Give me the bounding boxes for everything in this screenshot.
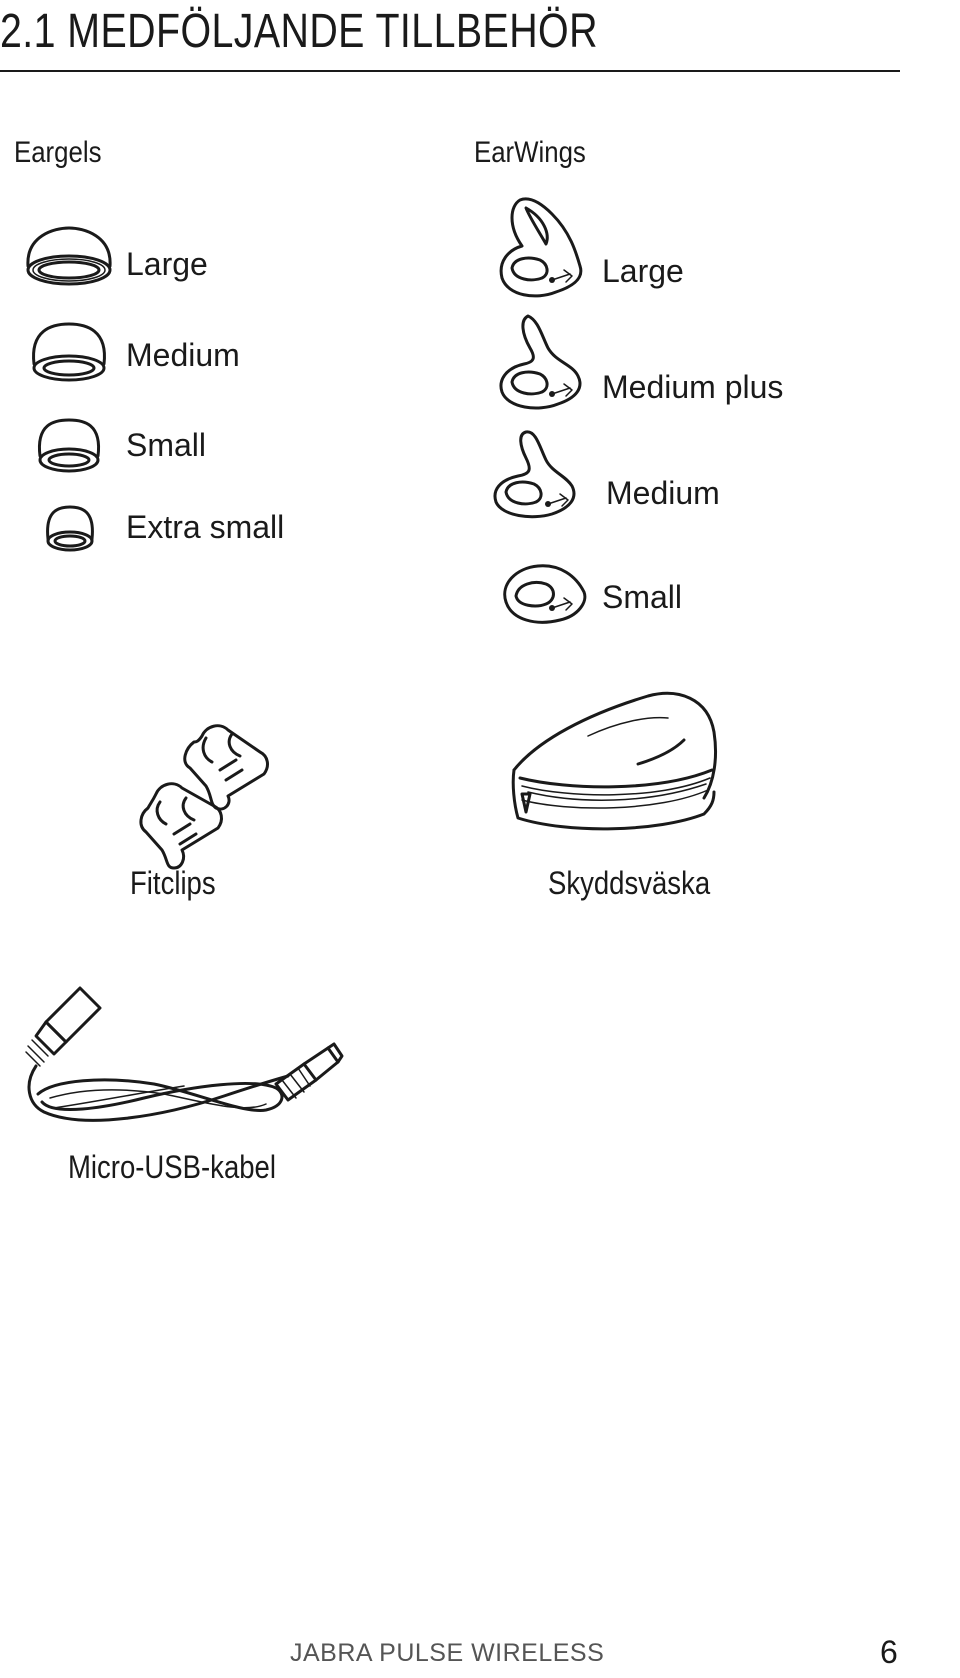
carrying-case-illustration-icon [508,688,720,834]
eargel-label: Large [126,246,208,282]
eargel-large-icon [24,226,114,288]
title-divider [0,70,900,72]
eargels-title: Eargels [14,136,102,169]
earwing-large-icon [496,196,588,304]
earwing-label: Medium [606,475,720,511]
page-title: 2.1 MEDFÖLJANDE TILLBEHÖR [0,5,598,58]
eargel-label: Medium [126,337,240,373]
earwings-title: EarWings [474,136,586,169]
eargel-extra-small-icon [44,505,96,553]
eargel-medium-icon [30,322,108,384]
page-number: 6 [880,1634,898,1670]
fitclips-illustration-icon [136,718,276,868]
earwing-label: Medium plus [602,369,784,405]
earwing-label: Small [602,579,683,615]
eargel-label: Small [126,427,207,463]
case-caption: Skyddsväska [548,865,711,901]
earwing-medium-icon [490,428,580,524]
footer-brand: JABRA PULSE WIRELESS [290,1639,605,1667]
fitclips-caption: Fitclips [130,865,216,901]
usb-cable-illustration-icon [14,984,344,1138]
eargel-label: Extra small [126,509,285,545]
earwing-small-icon [498,562,590,628]
cable-caption: Micro-USB-kabel [68,1149,276,1185]
eargel-small-icon [36,418,102,474]
earwing-label: Large [602,253,684,289]
earwing-medium-plus-icon [496,312,586,416]
